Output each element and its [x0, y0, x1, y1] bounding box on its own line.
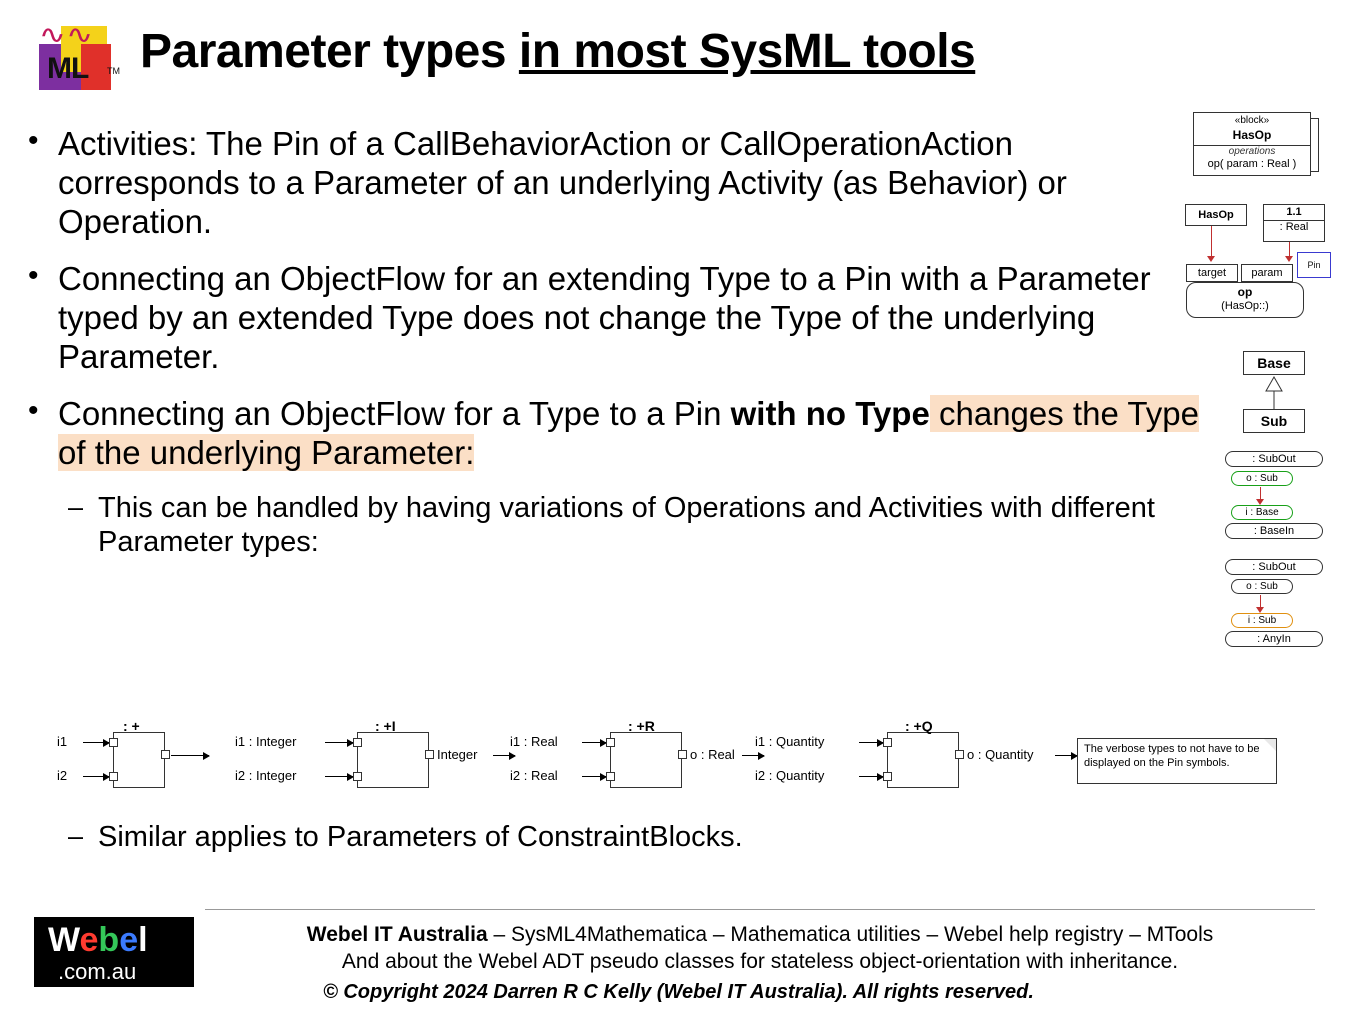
- logo-squiggle-icon: ∿∿: [38, 20, 94, 49]
- footer-org: Webel IT Australia: [306, 923, 488, 946]
- in-pin-orange: i : Sub: [1231, 613, 1293, 628]
- subout-node-orange: : SubOut: [1225, 559, 1323, 575]
- hasop-name: HasOp: [1232, 127, 1272, 142]
- activity-input-pin: [353, 738, 362, 747]
- footer-line-2: And about the Webel ADT pseudo classes for stateless object-orientation with inheritance.: [341, 950, 1179, 973]
- activity-out-label: o : Quantity: [967, 747, 1034, 762]
- callaction-right-box: [1263, 204, 1325, 242]
- footer-copyright: © Copyright 2024 Darren R C Kelly (Webel IT Australia). All rights reserved.: [323, 981, 1034, 1003]
- flow-orange-diagram: [1185, 559, 1345, 645]
- activity-input-pin: [109, 738, 118, 747]
- bullet3-bold: with no Type: [730, 394, 930, 432]
- verbose-types-note: [1077, 738, 1277, 784]
- generalization-arrow-icon: [1259, 375, 1289, 409]
- slide-header: [0, 10, 1357, 105]
- page-title: [140, 24, 1320, 79]
- activity-in2-label: i2: [57, 768, 68, 783]
- activity-node: [887, 732, 959, 788]
- hasop-side-strip: [1311, 118, 1319, 172]
- sub-bullet-item: – Similar applies to Parameters of ConstraintBlocks.: [20, 820, 1198, 855]
- activity-out-label: Integer: [437, 747, 478, 762]
- activity-output-pin: [955, 750, 964, 759]
- bullet3-highlight: changes the Type of the underlying Parameter:: [58, 394, 1199, 471]
- activity-input-pin: [606, 772, 615, 781]
- footer-links: – SysML4Mathematica – Mathematica utilities – Webel help registry – MTools: [493, 923, 1214, 946]
- activity-output-pin: [161, 750, 170, 759]
- activity-name: : +I: [375, 718, 396, 734]
- activity-in1-label: i1 : Quantity: [755, 734, 825, 749]
- sub-bullet-item: – This can be handled by having variations of Operations and Activities with different Parameter types:: [20, 491, 1200, 561]
- activity-node: [113, 732, 165, 788]
- out-pin-green: o : Sub: [1231, 471, 1293, 486]
- activity-variations-row: [55, 718, 1295, 806]
- callaction-name: op: [1237, 285, 1253, 299]
- subout-node-green: : SubOut: [1225, 451, 1323, 467]
- callaction-pin-target: target: [1186, 264, 1238, 282]
- footer-line-1: [205, 923, 1315, 947]
- activity-input-pin: [606, 738, 615, 747]
- activity-in2-label: i2 : Real: [510, 768, 558, 783]
- out-pin-orange: o : Sub: [1231, 579, 1293, 594]
- slide-body: [20, 125, 1200, 570]
- in-pin-green: i : Base: [1231, 505, 1293, 520]
- activity-name: : +Q: [905, 718, 933, 734]
- callaction-pin-param: param: [1241, 264, 1293, 282]
- activity-input-pin: [109, 772, 118, 781]
- generalization-diagram: [1185, 351, 1345, 437]
- right-diagram-column: [1185, 112, 1345, 645]
- activity-out-label: o : Real: [690, 747, 735, 762]
- hasop-operation: op( param : Real ): [1207, 158, 1297, 170]
- anyin-node-orange: : AnyIn: [1225, 631, 1323, 647]
- callaction-right-bottom: : Real: [1279, 220, 1309, 233]
- hasop-stereotype: «block»: [1234, 115, 1270, 126]
- activity-in1-label: i1 : Real: [510, 734, 558, 749]
- basein-node-green: : BaseIn: [1225, 523, 1323, 539]
- hasop-block: [1193, 112, 1311, 176]
- page-title-underlined: in most SysML tools: [518, 25, 976, 78]
- activity-in2-label: i2 : Integer: [235, 768, 297, 783]
- webel-logo-sub: .com.au: [58, 959, 137, 984]
- activity-node: [610, 732, 682, 788]
- callaction-right-top: 1.1: [1286, 206, 1302, 218]
- base-class-box: Base: [1243, 351, 1305, 375]
- flow-green-diagram: [1185, 451, 1345, 537]
- hasop-block-diagram: [1185, 112, 1345, 194]
- activity-input-pin: [353, 772, 362, 781]
- bullet3-part1: Connecting an ObjectFlow for a Type to a Pin: [58, 394, 731, 432]
- bullet-item: • Connecting an ObjectFlow for an extending Type to a Pin with a Parameter typed by an extended Type does not change the Type of the underlying Parameter.: [20, 260, 1200, 377]
- webel-logo: [34, 917, 194, 987]
- activity-name: : +R: [628, 718, 655, 734]
- bullet-item: • Activities: The Pin of a CallBehaviorAction or CallOperationAction corresponds to a Parameter of an underlying Activity (as Behavior) or Operation.: [20, 125, 1200, 242]
- logo-trademark: TM: [107, 66, 120, 76]
- callaction-action-node: [1186, 282, 1304, 318]
- callaction-left-box: HasOp: [1185, 204, 1247, 226]
- footer-divider: [205, 909, 1315, 910]
- activity-input-pin: [883, 738, 892, 747]
- activity-in1-label: i1: [57, 734, 68, 749]
- activity-node: [357, 732, 429, 788]
- note-fold-icon: [1264, 739, 1276, 751]
- pin-note: Pin: [1297, 252, 1331, 278]
- hasop-compartment-label: operations: [1228, 145, 1276, 157]
- activity-input-pin: [883, 772, 892, 781]
- bullet-item-highlighted: [20, 395, 1200, 473]
- sysml-logo: [33, 18, 123, 98]
- activity-in1-label: i1 : Integer: [235, 734, 297, 749]
- call-action-diagram: [1185, 204, 1345, 339]
- activity-output-pin: [678, 750, 687, 759]
- sub-class-box: Sub: [1243, 409, 1305, 433]
- activity-name: : +: [123, 718, 140, 734]
- activity-in2-label: i2 : Quantity: [755, 768, 825, 783]
- verbose-note-text: The verbose types to not have to be displayed on the Pin symbols.: [1084, 743, 1260, 769]
- logo-text: ML: [47, 52, 89, 85]
- activity-output-pin: [425, 750, 434, 759]
- callaction-qualifier: (HasOp::): [1221, 300, 1269, 312]
- webel-logo-main: Webel: [48, 921, 148, 959]
- page-title-plain: Parameter types: [140, 25, 519, 78]
